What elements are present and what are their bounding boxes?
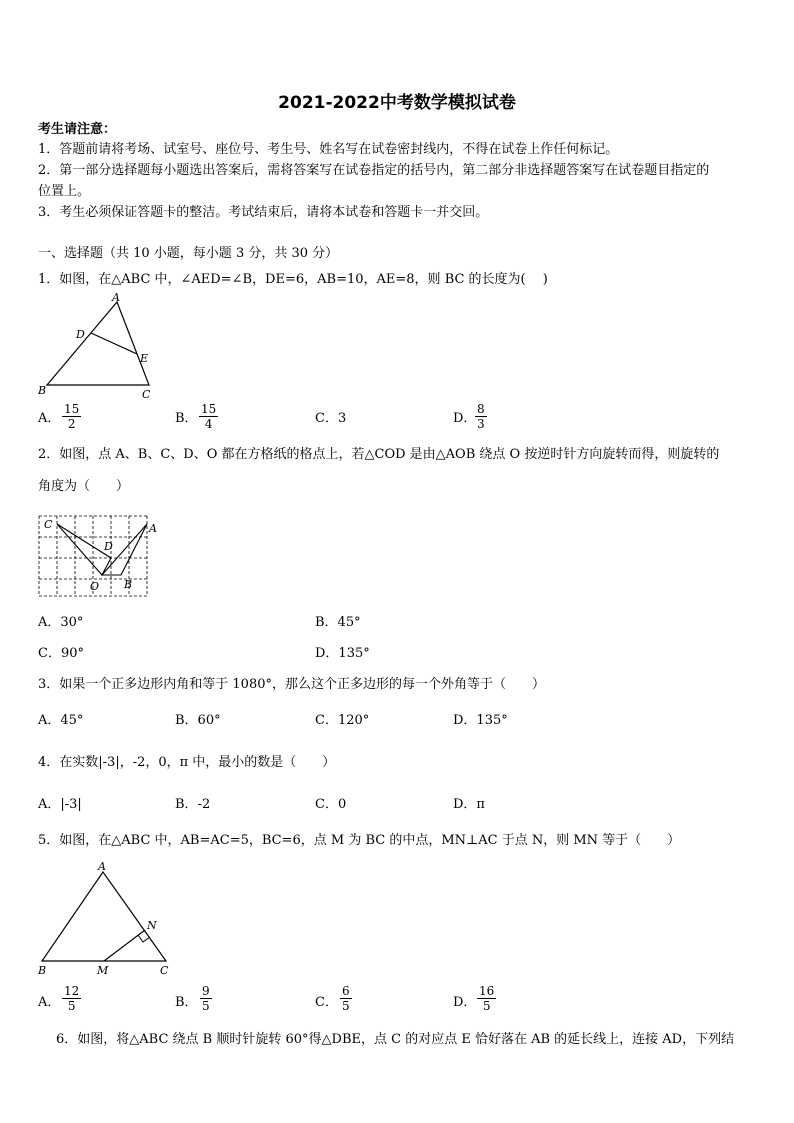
point-label-a: A	[98, 860, 106, 873]
option-b-label: B．	[175, 411, 198, 426]
option-d-label: D．	[453, 411, 477, 426]
denominator: 2	[67, 417, 76, 431]
point-label-m: M	[97, 964, 109, 977]
option-d-fraction	[477, 984, 496, 1013]
notice-heading: 考生请注意：	[38, 122, 117, 137]
numerator: 8	[477, 402, 485, 416]
option-a-fraction	[62, 402, 81, 431]
notice-item: 1．答题前请将考场、试室号、座位号、考生号、姓名写在试卷密封线内，不得在试卷上作任何标记。	[38, 142, 619, 157]
question-2-stem: 2．如图，点 A、B、C、D、O 都在方格纸的格点上，若△COD 是由△AOB 绕点 O 按逆时针方向旋转而得，则旋转的	[38, 447, 720, 462]
option-a: A．45°	[38, 713, 84, 728]
denominator: 5	[482, 999, 491, 1013]
question-2-grid-figure	[36, 510, 166, 598]
question-1-figure	[36, 292, 161, 402]
option-a-label: A．	[38, 995, 61, 1010]
question-5-stem: 5．如图，在△ABC 中，AB=AC=5，BC=6，点 M 为 BC 的中点，MN⊥AC 于点 N，则 MN 等于（ ）	[38, 833, 681, 848]
numerator: 15	[201, 402, 217, 416]
option-c: C．90°	[38, 646, 84, 661]
question-6-stem: 6．如图，将△ABC 绕点 B 顺时针旋转 60°得△DBE，点 C 的对应点 E 恰好落在 AB 的延长线上，连接 AD，下列结	[56, 1032, 735, 1047]
numerator: 9	[202, 984, 210, 998]
point-label-d: D	[104, 540, 113, 553]
question-5-figure	[36, 858, 176, 978]
point-label-b: B	[38, 384, 47, 397]
option-b-label: B．	[175, 995, 198, 1010]
option-a: A．|-3|	[38, 797, 82, 812]
point-label-b: B	[124, 578, 133, 591]
point-label-d: D	[76, 328, 85, 341]
option-c: C．3	[315, 411, 347, 426]
denominator: 5	[202, 999, 210, 1013]
numerator: 6	[342, 984, 350, 998]
numerator: 16	[479, 984, 495, 998]
point-label-c: C	[160, 964, 169, 977]
question-1-stem: 1．如图，在△ABC 中，∠AED=∠B，DE=6，AB=10，AE=8，则 BC 的长度为( )	[38, 272, 548, 287]
notice-item: 3．考生必须保证答题卡的整洁。考试结束后，请将本试卷和答题卡一并交回。	[38, 205, 489, 220]
option-b: B．45°	[315, 615, 361, 630]
triangle-abc	[42, 872, 166, 961]
notice-item: 2．第一部分选择题每小题选出答案后，需将答案写在试卷指定的括号内，第二部分非选择题答案写在试卷题目指定的	[38, 163, 710, 178]
triangle-abc	[47, 302, 149, 385]
option-d: D．135°	[453, 713, 508, 728]
denominator: 3	[477, 417, 485, 431]
question-3-stem: 3．如果一个正多边形内角和等于 1080°，那么这个正多边形的每一个外角等于（ ）	[38, 677, 545, 692]
point-label-e: E	[140, 352, 149, 365]
point-label-a: A	[149, 522, 157, 535]
point-label-n: N	[147, 919, 157, 932]
section-heading: 一、选择题（共 10 小题，每小题 3 分，共 30 分）	[38, 246, 339, 261]
option-c: C．120°	[315, 713, 370, 728]
option-a: A．30°	[38, 615, 84, 630]
denominator: 5	[342, 999, 350, 1013]
notice-item: 位置上。	[38, 184, 91, 199]
option-d: D．π	[453, 797, 485, 812]
point-label-c: C	[44, 518, 53, 531]
option-a-fraction	[62, 984, 81, 1013]
point-label-b: B	[38, 964, 47, 977]
option-c-fraction	[340, 984, 352, 1013]
option-b: B．60°	[175, 713, 221, 728]
triangle-cod	[57, 524, 111, 575]
option-b: B．-2	[175, 797, 211, 812]
question-2-stem-cont: 角度为（ ）	[38, 479, 130, 494]
segment-mn	[104, 930, 145, 961]
option-b-fraction	[200, 984, 212, 1013]
point-label-a: A	[112, 292, 120, 304]
option-b-fraction	[199, 402, 218, 431]
point-label-c: C	[142, 388, 151, 401]
numerator: 15	[64, 402, 80, 416]
option-d: D．135°	[315, 646, 370, 661]
option-c-label: C．	[315, 995, 338, 1010]
option-a-label: A．	[38, 411, 61, 426]
denominator: 5	[67, 999, 76, 1013]
option-d-label: D．	[453, 995, 477, 1010]
denominator: 4	[204, 417, 213, 431]
page-title: 2021-2022中考数学模拟试卷	[278, 93, 516, 113]
numerator: 12	[64, 984, 80, 998]
question-4-stem: 4．在实数|-3|，-2，0，π 中，最小的数是（ ）	[38, 755, 336, 770]
point-label-o: O	[90, 580, 100, 593]
option-d-fraction	[475, 402, 487, 431]
option-c: C．0	[315, 797, 347, 812]
